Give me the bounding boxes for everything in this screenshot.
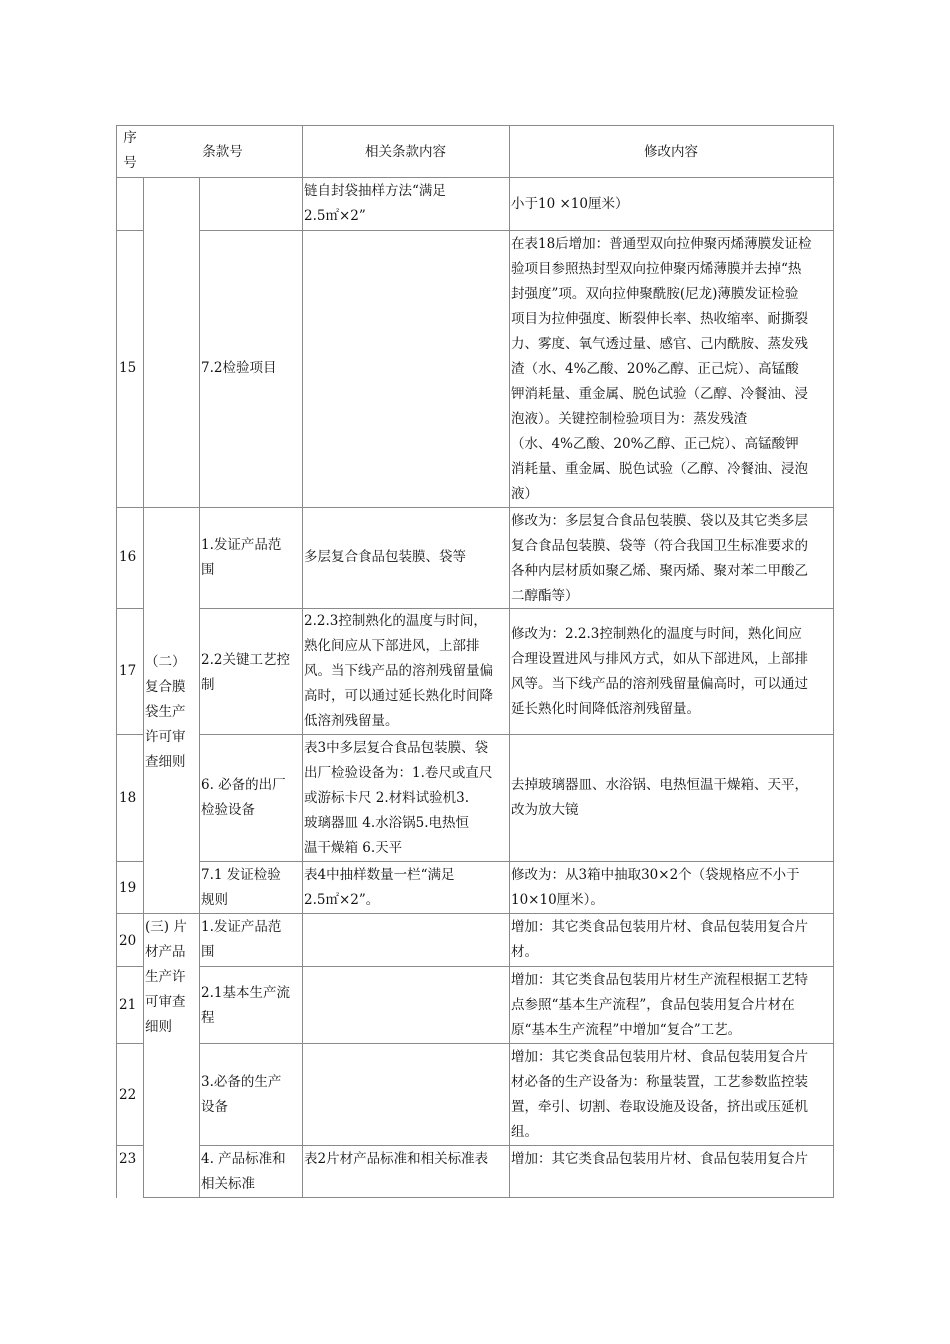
row-23-number: 23	[119, 1151, 137, 1167]
row-18-related: 表3中多层复合食品包装膜、袋 出厂检验设备为：1.卷尺或直尺 或游标卡尺 2.材料试验机3. 玻璃器皿 4.水浴锅5.电热恒 温干燥箱 6.天平	[304, 740, 493, 856]
row-15-modify: 在表18后增加：普通型双向拉伸聚丙烯薄膜发证检 验项目参照热封型双向拉伸聚丙烯薄膜并去掉“热 封强度”项。双向拉伸聚酰胺(尼龙)薄膜发证检验 项目为拉伸强度、断裂伸长率、热收缩率、耐撕裂 力、雾度、氧气透过量、感官、己内酰胺、蒸发残 渣（水、4%乙酸、20%乙醇、正己烷）、高锰酸 钾消耗量、重金属、脱色试验（乙醇、冷餐油、浸 泡液）。关键控制检验项目为：蒸发残渣 （水、4%乙酸、20%乙醇、正己烷）、高锰酸钾 消耗量、重金属、脱色试验（乙醇、冷餐油、浸泡 液）	[511, 236, 812, 502]
row-22-modify: 增加：其它类食品包装用片材、食品包装用复合片 材必备的生产设备为：称量装置，工艺参数监控装 置，牵引、切割、卷取设施及设备，挤出或压延机 组。	[511, 1049, 808, 1140]
table-rule	[116, 966, 143, 967]
table-rule	[143, 177, 144, 1198]
row-18-clause: 6. 必备的出厂 检验设备	[201, 777, 286, 818]
table-border-left	[116, 125, 117, 1198]
row-19-related: 表4中抽样数量一栏“满足 2.5㎡×2”。	[304, 867, 455, 908]
row-23-clause: 4. 产品标准和 相关标准	[201, 1151, 286, 1192]
table-border-top	[116, 125, 833, 126]
row-15-clause: 7.2检验项目	[201, 360, 277, 376]
row-20-number: 20	[119, 933, 137, 949]
table-rule	[199, 734, 833, 735]
row-21-clause: 2.1基本生产流 程	[201, 985, 290, 1026]
table-rule	[143, 1197, 199, 1198]
row-18-modify: 去掉玻璃器皿、水浴锅、电热恒温干燥箱、天平， 改为放大镜	[511, 777, 808, 818]
row-23-related: 表2片材产品标准和相关标准表	[304, 1151, 489, 1167]
table-rule	[199, 861, 833, 862]
row-17-number: 17	[119, 663, 137, 679]
table-rule	[116, 1145, 143, 1146]
table-rule	[116, 734, 143, 735]
row-22-clause: 3.必备的生产 设备	[201, 1074, 282, 1115]
row-22-number: 22	[119, 1087, 137, 1103]
header-seq: 序 号	[123, 130, 137, 171]
table-rule	[116, 913, 833, 914]
row-19-clause: 7.1 发证检验 规则	[201, 867, 281, 908]
row-20-clause: 1.发证产品范 围	[201, 919, 282, 960]
group-2-label: （二） 复合膜 袋生产 许可审 查细则	[145, 654, 186, 770]
row-15-number: 15	[119, 360, 137, 376]
row-19-modify: 修改为：从3箱中抽取30×2个（袋规格应不小于 10×10厘米）。	[511, 867, 800, 908]
row-17-clause: 2.2关键工艺控 制	[201, 652, 290, 693]
row-21-modify: 增加：其它类食品包装用片材生产流程根据工艺特 点参照“基本生产流程”，食品包装用复合片材在 原“基本生产流程”中增加“复合”工艺。	[511, 972, 808, 1038]
table-rule	[116, 177, 833, 178]
header-modify-content: 修改内容	[644, 144, 698, 160]
table-rule	[199, 1043, 833, 1044]
table-rule	[199, 966, 833, 967]
table-border-right	[833, 125, 834, 1198]
row-0-related: 链自封袋抽样方法“满足 2.5㎡×2”	[304, 183, 446, 224]
row-16-related: 多层复合食品包装膜、袋等	[304, 549, 466, 565]
table-rule	[116, 507, 833, 508]
table-rule	[116, 1043, 143, 1044]
row-17-modify: 修改为：2.2.3控制熟化的温度与时间，熟化间应 合理设置进风与排风方式，如从下部进风，上部排 风等。当下线产品的溶剂残留量偏高时，可以通过 延长熟化时间降低溶剂残留量。	[511, 626, 808, 717]
row-0-modify: 小于10 ×10厘米）	[511, 196, 629, 212]
table-rule	[199, 230, 833, 231]
row-17-related: 2.2.3控制熟化的温度与时间， 熟化间应从下部进风，上部排 风。当下线产品的溶剂残留量偏 高时，可以通过延长熟化时间降 低溶剂残留量。	[304, 613, 493, 729]
table-rule	[116, 861, 143, 862]
row-16-number: 16	[119, 549, 137, 565]
row-19-number: 19	[119, 880, 137, 896]
table-rule	[199, 1197, 833, 1198]
row-23-modify: 增加：其它类食品包装用片材、食品包装用复合片	[511, 1151, 808, 1167]
table-rule	[116, 608, 143, 609]
row-16-clause: 1.发证产品范 围	[201, 537, 282, 578]
group-3-label: (三) 片 材产品 生产许 可审查 细则	[145, 919, 187, 1035]
header-related-content: 相关条款内容	[365, 144, 446, 160]
row-20-modify: 增加：其它类食品包装用片材、食品包装用复合片 材。	[511, 919, 808, 960]
table-rule	[199, 177, 200, 1198]
table-rule	[509, 125, 510, 1198]
row-18-number: 18	[119, 790, 137, 806]
table-rule	[302, 125, 303, 1198]
header-clause-no: 条款号	[202, 144, 243, 160]
table-rule	[116, 230, 143, 231]
row-16-modify: 修改为：多层复合食品包装膜、袋以及其它类多层 复合食品包装膜、袋等（符合我国卫生标准要求的 各种内层材质如聚乙烯、聚丙烯、聚对苯二甲酸乙 二醇酯等）	[511, 513, 808, 604]
table-rule	[199, 1145, 833, 1146]
row-21-number: 21	[119, 997, 137, 1013]
